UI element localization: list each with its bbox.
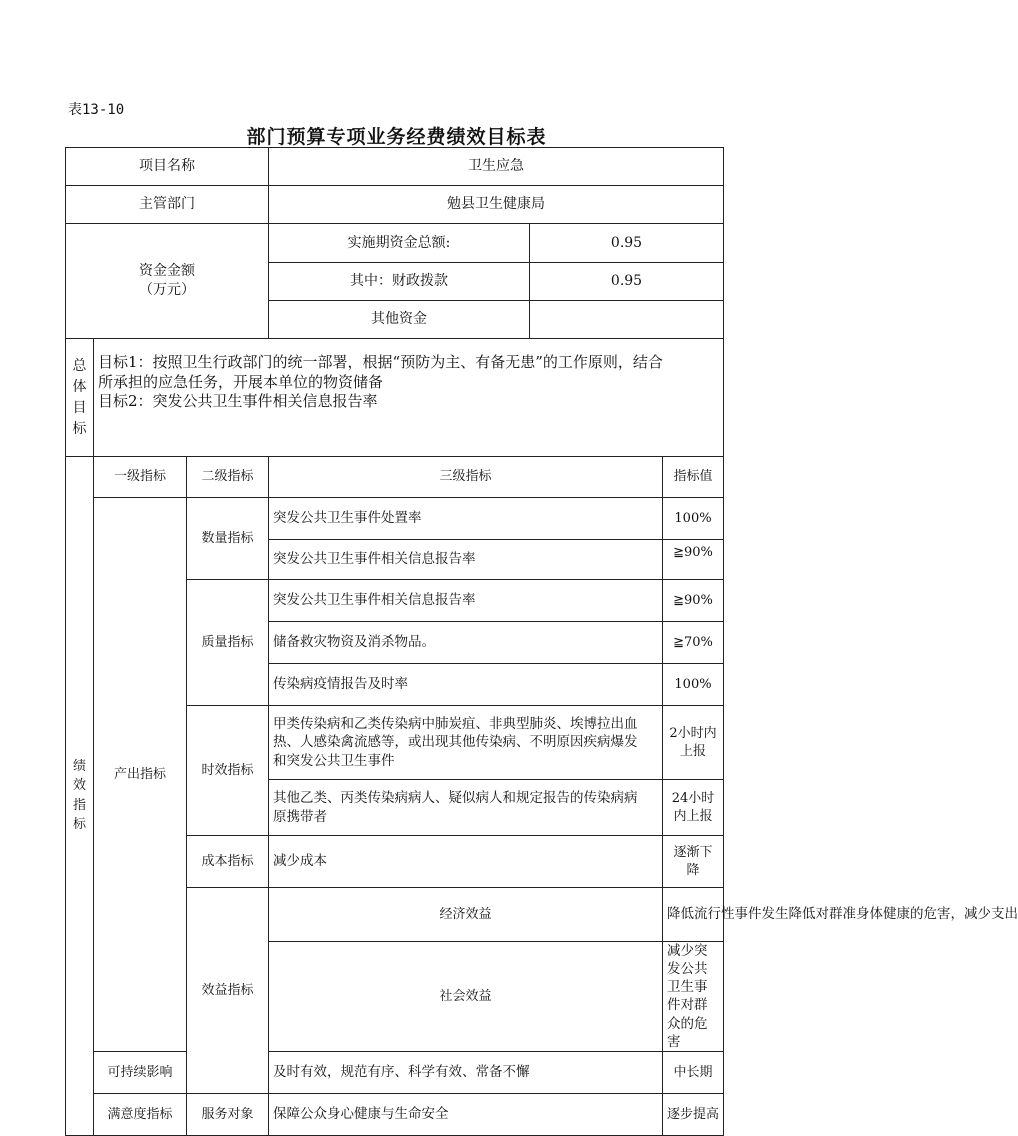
header-value: 指标值 — [663, 457, 724, 498]
satisfaction-item-1-value: 逐步提高 — [663, 1093, 724, 1135]
funds-total-value: 0.95 — [530, 224, 724, 263]
benefit-item-3-label: 可持续影响 — [94, 1051, 187, 1093]
overall-goal-text — [94, 339, 724, 457]
header-level1: 一级指标 — [94, 457, 187, 498]
quantity-item-2-value: ≧90% — [663, 540, 724, 580]
performance-indicators-table — [65, 456, 1018, 1136]
cost-item-1-text: 减少成本 — [269, 836, 663, 888]
benefit-item-1-text: 降低流行性事件发生降低对群准身体健康的危害，减少支出 — [663, 888, 724, 942]
timeliness-item-2-text: 其他乙类、丙类传染病病人、疑似病人和规定报告的传染病病 原携带者 — [269, 780, 663, 836]
overall-goal-line2: 所承担的应急任务，开展本单位的物资储备 — [98, 372, 384, 391]
project-name-label: 项目名称 — [66, 148, 269, 186]
quantity-item-1-text: 突发公共卫生事件处置率 — [269, 498, 663, 540]
funds-fiscal-value: 0.95 — [530, 263, 724, 301]
quality-item-1-value: ≧90% — [663, 580, 724, 622]
quantity-item-2-text: 突发公共卫生事件相关信息报告率 — [269, 540, 663, 580]
table-row — [66, 1051, 724, 1093]
header-level3: 三级指标 — [269, 457, 663, 498]
timeliness-item-1-value: 2小时内 上报 — [663, 706, 724, 780]
performance-label: 绩 效 指 标 — [66, 457, 94, 1136]
quality-item-3-text: 传染病疫情报告及时率 — [269, 664, 663, 706]
table-row — [66, 498, 724, 540]
project-info-table — [65, 147, 724, 457]
cost-indicator-label: 成本指标 — [187, 836, 269, 888]
satisfaction-item-1-text: 保障公众身心健康与生命安全 — [269, 1093, 663, 1135]
benefit-item-3-text: 及时有效，规范有序、科学有效、常备不懈 — [269, 1051, 663, 1093]
timeliness-indicator-label: 时效指标 — [187, 706, 269, 836]
department-value: 勉县卫生健康局 — [269, 186, 724, 224]
header-level2: 二级指标 — [187, 457, 269, 498]
overall-goal-label: 总 体 目 标 — [66, 339, 94, 457]
quality-item-1-text: 突发公共卫生事件相关信息报告率 — [269, 580, 663, 622]
department-label: 主管部门 — [66, 186, 269, 224]
timeliness-item-1-text: 甲类传染病和乙类传染病中肺炭疽、非典型肺炎、埃博拉出血 热、人感染禽流感等，或出现其他传染病、不明原因疾病爆发 和突发公共卫生事件 — [269, 706, 663, 780]
funds-total-row — [66, 224, 724, 263]
output-indicator-label: 产出指标 — [94, 498, 187, 1052]
cost-item-1-value: 逐渐下 降 — [663, 836, 724, 888]
benefit-item-2-label: 社会效益 — [269, 941, 663, 1051]
funds-label-line2: （万元） — [139, 282, 195, 298]
timeliness-item-2-value: 24小时 内上报 — [663, 780, 724, 836]
quality-item-2-text: 储备救灾物资及消杀物品。 — [269, 622, 663, 664]
funds-label — [66, 224, 269, 339]
quality-item-2-value: ≧70% — [663, 622, 724, 664]
indicator-header-row — [66, 457, 724, 498]
project-name-row — [66, 148, 724, 186]
overall-goal-row — [66, 339, 724, 457]
benefit-item-3-value: 中长期 — [663, 1051, 724, 1093]
funds-fiscal-label: 其中：财政拨款 — [269, 263, 530, 301]
quantity-item-1-value: 100% — [663, 498, 724, 540]
project-name-value: 卫生应急 — [269, 148, 724, 186]
department-row — [66, 186, 724, 224]
table-number: 表13-10 — [68, 102, 125, 118]
benefit-item-1-label: 经济效益 — [269, 888, 663, 942]
quality-item-3-value: 100% — [663, 664, 724, 706]
funds-other-value — [530, 301, 724, 339]
benefit-indicator-label: 效益指标 — [187, 888, 269, 1094]
funds-other-label: 其他资金 — [269, 301, 530, 339]
overall-goal-line3: 目标2：突发公共卫生事件相关信息报告率 — [98, 392, 378, 410]
benefit-item-2-text: 减少突发公共卫生事件对群众的危害 — [663, 941, 724, 1051]
funds-label-line1: 资金金额 — [139, 263, 195, 280]
funds-total-label: 实施期资金总额: — [269, 224, 530, 263]
satisfaction-item-1-label: 服务对象 — [187, 1093, 269, 1135]
quantity-indicator-label: 数量指标 — [187, 498, 269, 580]
quality-indicator-label: 质量指标 — [187, 580, 269, 706]
overall-goal-line1: 目标1：按照卫生行政部门的统一部署，根据“预防为主、有备无患”的工作原则，结合 — [98, 353, 663, 371]
page-title: 部门预算专项业务经费绩效目标表 — [246, 126, 547, 148]
table-row — [66, 1093, 724, 1135]
satisfaction-indicator-label: 满意度指标 — [94, 1093, 187, 1135]
